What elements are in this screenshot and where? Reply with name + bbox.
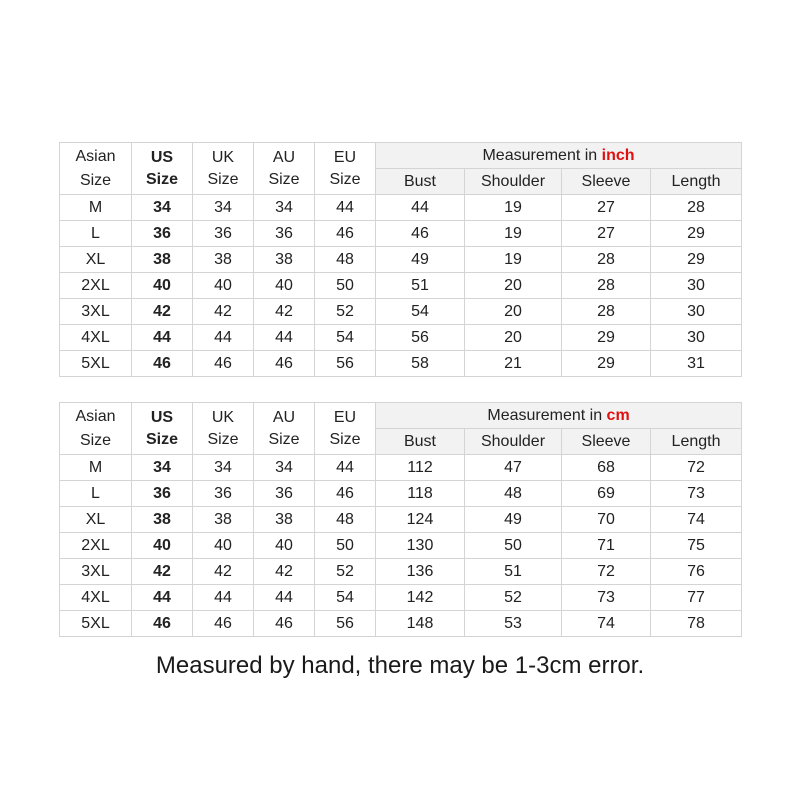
eu-size-cell: 56 <box>315 611 376 637</box>
bust-cell: 49 <box>376 247 465 273</box>
length-cell: 74 <box>651 507 742 533</box>
uk-size-cell: 40 <box>193 533 254 559</box>
shoulder-cell: 50 <box>465 533 562 559</box>
us-size-cell: 38 <box>132 507 193 533</box>
eu-size-cell: 46 <box>315 221 376 247</box>
size-row <box>60 299 742 325</box>
bust-cell: 58 <box>376 351 465 377</box>
eu-size-cell: 48 <box>315 507 376 533</box>
au-size-cell: 38 <box>254 507 315 533</box>
eu-size-cell: 52 <box>315 559 376 585</box>
asian-size-cell: 5XL <box>60 351 132 377</box>
bust-cell: 51 <box>376 273 465 299</box>
shoulder-cell: 20 <box>465 273 562 299</box>
asian-size-cell: 5XL <box>60 611 132 637</box>
uk-size-cell: 40 <box>193 273 254 299</box>
asian-size-cell: XL <box>60 247 132 273</box>
length-cell: 76 <box>651 559 742 585</box>
uk-size-cell: 44 <box>193 325 254 351</box>
length-cell: 29 <box>651 221 742 247</box>
asian-size-cell: 2XL <box>60 273 132 299</box>
bust-cell: 54 <box>376 299 465 325</box>
uk-size-cell: 38 <box>193 507 254 533</box>
sleeve-cell: 69 <box>562 481 651 507</box>
au-size-header: AU Size <box>254 143 315 195</box>
length-cell: 78 <box>651 611 742 637</box>
eu-size-header: EU Size <box>315 403 376 455</box>
uk-size-cell: 36 <box>193 221 254 247</box>
uk-size-cell: 38 <box>193 247 254 273</box>
asian-size-cell: M <box>60 195 132 221</box>
sleeve-cell: 74 <box>562 611 651 637</box>
bust-cell: 46 <box>376 221 465 247</box>
us-size-cell: 44 <box>132 585 193 611</box>
bust-cell: 44 <box>376 195 465 221</box>
uk-size-cell: 44 <box>193 585 254 611</box>
length-cell: 31 <box>651 351 742 377</box>
us-size-cell: 40 <box>132 273 193 299</box>
eu-size-cell: 44 <box>315 455 376 481</box>
shoulder-cell: 21 <box>465 351 562 377</box>
length-cell: 30 <box>651 273 742 299</box>
shoulder-cell: 19 <box>465 247 562 273</box>
bust-cell: 56 <box>376 325 465 351</box>
shoulder-header: Shoulder <box>465 429 562 455</box>
size-row <box>60 221 742 247</box>
us-size-cell: 46 <box>132 611 193 637</box>
eu-size-cell: 44 <box>315 195 376 221</box>
size-row <box>60 351 742 377</box>
au-size-cell: 40 <box>254 273 315 299</box>
au-size-cell: 36 <box>254 221 315 247</box>
sleeve-cell: 27 <box>562 221 651 247</box>
size-chart-cm <box>59 402 742 637</box>
asian-size-header: Asian Size <box>60 403 132 455</box>
bust-header: Bust <box>376 169 465 195</box>
us-size-cell: 42 <box>132 559 193 585</box>
bust-cell: 124 <box>376 507 465 533</box>
shoulder-cell: 19 <box>465 195 562 221</box>
sleeve-cell: 71 <box>562 533 651 559</box>
uk-size-cell: 46 <box>193 611 254 637</box>
measurement-footnote: Measured by hand, there may be 1-3cm error. <box>155 652 645 679</box>
au-size-cell: 40 <box>254 533 315 559</box>
us-size-cell: 46 <box>132 351 193 377</box>
length-cell: 30 <box>651 299 742 325</box>
us-size-cell: 38 <box>132 247 193 273</box>
sleeve-cell: 70 <box>562 507 651 533</box>
sleeve-cell: 28 <box>562 299 651 325</box>
asian-size-cell: XL <box>60 507 132 533</box>
sleeve-cell: 29 <box>562 351 651 377</box>
uk-size-cell: 36 <box>193 481 254 507</box>
us-size-cell: 44 <box>132 325 193 351</box>
length-header: Length <box>651 169 742 195</box>
bust-cell: 130 <box>376 533 465 559</box>
eu-size-cell: 52 <box>315 299 376 325</box>
eu-size-cell: 50 <box>315 533 376 559</box>
asian-size-cell: M <box>60 455 132 481</box>
uk-size-cell: 46 <box>193 351 254 377</box>
size-row <box>60 247 742 273</box>
us-size-cell: 42 <box>132 299 193 325</box>
au-size-cell: 34 <box>254 195 315 221</box>
sleeve-header: Sleeve <box>562 169 651 195</box>
sleeve-cell: 68 <box>562 455 651 481</box>
size-row <box>60 559 742 585</box>
shoulder-cell: 19 <box>465 221 562 247</box>
unit-label: cm <box>606 406 630 424</box>
asian-size-cell: L <box>60 481 132 507</box>
sleeve-cell: 73 <box>562 585 651 611</box>
sleeve-header: Sleeve <box>562 429 651 455</box>
au-size-cell: 36 <box>254 481 315 507</box>
au-size-cell: 44 <box>254 325 315 351</box>
unit-label: inch <box>601 146 635 164</box>
measurement-header: Measurement in inch <box>376 143 742 169</box>
bust-cell: 148 <box>376 611 465 637</box>
asian-size-cell: 4XL <box>60 325 132 351</box>
shoulder-cell: 51 <box>465 559 562 585</box>
uk-size-header: UK Size <box>193 403 254 455</box>
asian-size-cell: 2XL <box>60 533 132 559</box>
shoulder-cell: 52 <box>465 585 562 611</box>
asian-size-cell: 3XL <box>60 559 132 585</box>
measurement-header: Measurement in cm <box>376 403 742 429</box>
sleeve-cell: 28 <box>562 247 651 273</box>
au-size-cell: 38 <box>254 247 315 273</box>
asian-size-cell: 3XL <box>60 299 132 325</box>
length-cell: 30 <box>651 325 742 351</box>
shoulder-cell: 20 <box>465 325 562 351</box>
size-row <box>60 507 742 533</box>
bust-cell: 118 <box>376 481 465 507</box>
sleeve-cell: 28 <box>562 273 651 299</box>
au-size-cell: 34 <box>254 455 315 481</box>
us-size-cell: 36 <box>132 221 193 247</box>
size-chart-inch <box>59 142 742 377</box>
shoulder-cell: 48 <box>465 481 562 507</box>
length-cell: 75 <box>651 533 742 559</box>
uk-size-cell: 34 <box>193 195 254 221</box>
sleeve-cell: 27 <box>562 195 651 221</box>
us-size-cell: 34 <box>132 455 193 481</box>
eu-size-cell: 56 <box>315 351 376 377</box>
us-size-cell: 34 <box>132 195 193 221</box>
asian-size-header: Asian Size <box>60 143 132 195</box>
eu-size-cell: 54 <box>315 325 376 351</box>
size-row <box>60 585 742 611</box>
shoulder-cell: 47 <box>465 455 562 481</box>
us-size-cell: 36 <box>132 481 193 507</box>
length-cell: 28 <box>651 195 742 221</box>
us-size-cell: 40 <box>132 533 193 559</box>
au-size-header: AU Size <box>254 403 315 455</box>
uk-size-cell: 42 <box>193 559 254 585</box>
eu-size-header: EU Size <box>315 143 376 195</box>
bust-header: Bust <box>376 429 465 455</box>
length-cell: 73 <box>651 481 742 507</box>
length-header: Length <box>651 429 742 455</box>
size-row <box>60 533 742 559</box>
size-row <box>60 195 742 221</box>
au-size-cell: 44 <box>254 585 315 611</box>
eu-size-cell: 54 <box>315 585 376 611</box>
eu-size-cell: 48 <box>315 247 376 273</box>
sleeve-cell: 29 <box>562 325 651 351</box>
au-size-cell: 42 <box>254 559 315 585</box>
asian-size-cell: L <box>60 221 132 247</box>
bust-cell: 136 <box>376 559 465 585</box>
us-size-header: US Size <box>132 143 193 195</box>
length-cell: 72 <box>651 455 742 481</box>
shoulder-cell: 49 <box>465 507 562 533</box>
size-row <box>60 481 742 507</box>
us-size-header: US Size <box>132 403 193 455</box>
uk-size-cell: 34 <box>193 455 254 481</box>
shoulder-header: Shoulder <box>465 169 562 195</box>
bust-cell: 142 <box>376 585 465 611</box>
shoulder-cell: 20 <box>465 299 562 325</box>
size-row <box>60 273 742 299</box>
au-size-cell: 46 <box>254 351 315 377</box>
uk-size-header: UK Size <box>193 143 254 195</box>
uk-size-cell: 42 <box>193 299 254 325</box>
size-row <box>60 455 742 481</box>
au-size-cell: 46 <box>254 611 315 637</box>
size-row <box>60 611 742 637</box>
eu-size-cell: 46 <box>315 481 376 507</box>
shoulder-cell: 53 <box>465 611 562 637</box>
bust-cell: 112 <box>376 455 465 481</box>
length-cell: 77 <box>651 585 742 611</box>
size-row <box>60 325 742 351</box>
length-cell: 29 <box>651 247 742 273</box>
asian-size-cell: 4XL <box>60 585 132 611</box>
au-size-cell: 42 <box>254 299 315 325</box>
eu-size-cell: 50 <box>315 273 376 299</box>
sleeve-cell: 72 <box>562 559 651 585</box>
